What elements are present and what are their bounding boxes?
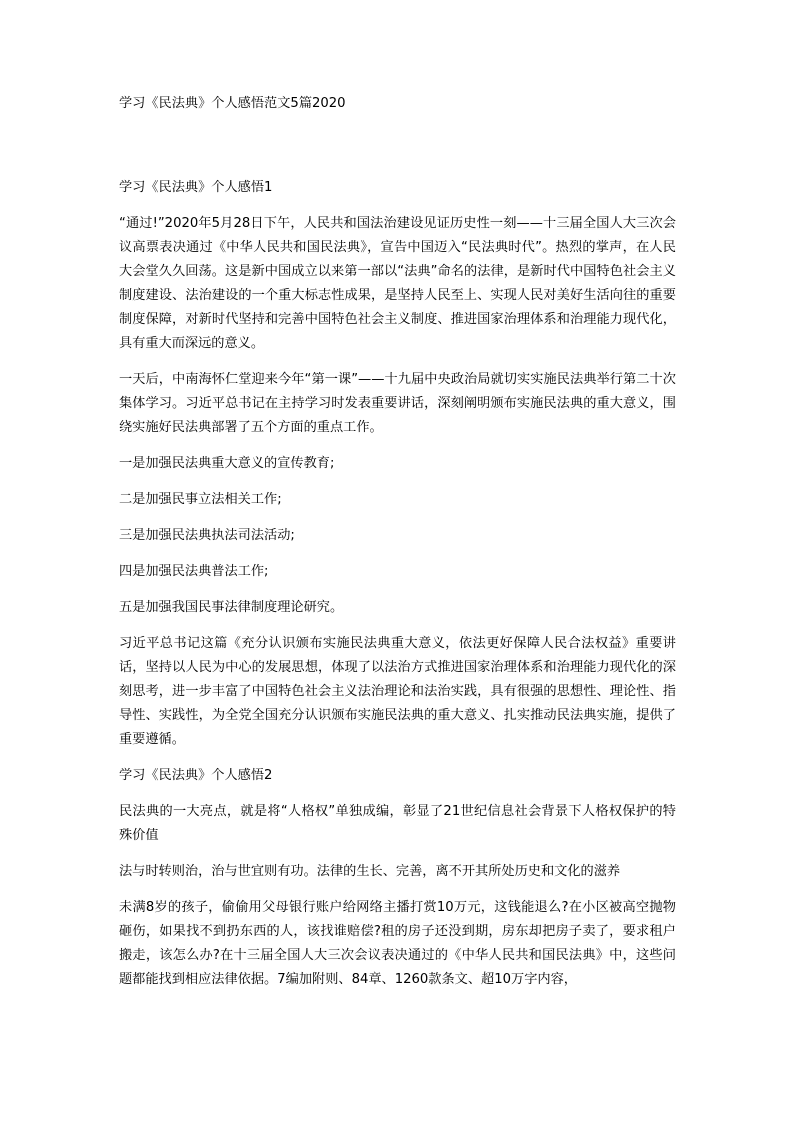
section-1-paragraph: “通过!”2020年5月28日下午，人民共和国法治建设见证历史性一刻——十三届全国人大三次会议高票表决通过《中华人民共和国民法典》，宣告中国迈入“民法典时代”。热烈的掌声，在人民大会堂久久回荡。这是新中国成立以来第一部以“法典”命名的法律，是新时代中国特色社会主义制度建设、法治建设的一个重大标志性成果，是坚持人民至上、实现人民对美好生活向往的重要制度保障，对新时代坚持和完善中国特色社会主义制度、推进国家治理体系和治理能力现代化，具有重大而深远的意义。 [119,216,676,351]
section-2-paragraph: 民法典的一大亮点，就是将“人格权”单独成编，彰显了21世纪信息社会背景下人格权保护的特殊价值 [119,804,676,843]
section-2-paragraph: 未满8岁的孩子，偷偷用父母银行账户给网络主播打赏10万元，这钱能退么?在小区被高空抛物砸伤，如果找不到扔东西的人，该找谁赔偿?租的房子还没到期，房东却把房子卖了，要求租户搬走，该怎么办?在十三届全国人大三次会议表决通过的《中华人民共和国民法典》中，这些问题都能找到相应法律依据。7编加附则、84章、1260款条文、超10万字内容， [119,900,676,987]
section-2-paragraph: 法与时转则治，治与世宜则有功。法律的生长、完善，离不开其所处历史和文化的滋养 [119,864,621,879]
section-1-list-item: 二是加强民事立法相关工作; [119,492,282,507]
section-1-paragraph: 一天后，中南海怀仁堂迎来今年“第一课”——十九届中央政治局就切实实施民法典举行第二十次集体学习。习近平总书记在主持学习时发表重要讲话，深刻阐明颁布实施民法典的重大意义，围绕实施好民法典部署了五个方面的重点工作。 [119,372,676,435]
section-1-list-item: 一是加强民法典重大意义的宣传教育; [119,456,335,471]
document-title: 学习《民法典》个人感悟范文5篇2020 [119,96,346,111]
section-1-list-item: 四是加强民法典普法工作; [119,564,269,579]
section-1-closing-paragraph: 习近平总书记这篇《充分认识颁布实施民法典重大意义，依法更好保障人民合法权益》重要讲话，坚持以人民为中心的发展思想，体现了以法治方式推进国家治理体系和治理能力现代化的深刻思考，进一步丰富了中国特色社会主义法治理论和法治实践，具有很强的思想性、理论性、指导性、实践性，为全党全国充分认识颁布实施民法典的重大意义、扎实推动民法典实施，提供了重要遵循。 [119,636,676,747]
section-1-list-item: 三是加强民法典执法司法活动; [119,528,295,543]
section-1-heading: 学习《民法典》个人感悟1 [119,180,273,195]
document-page [119,92,676,1004]
section-1-list-item: 五是加强我国民事法律制度理论研究。 [119,600,344,615]
section-2-heading: 学习《民法典》个人感悟2 [119,768,273,783]
